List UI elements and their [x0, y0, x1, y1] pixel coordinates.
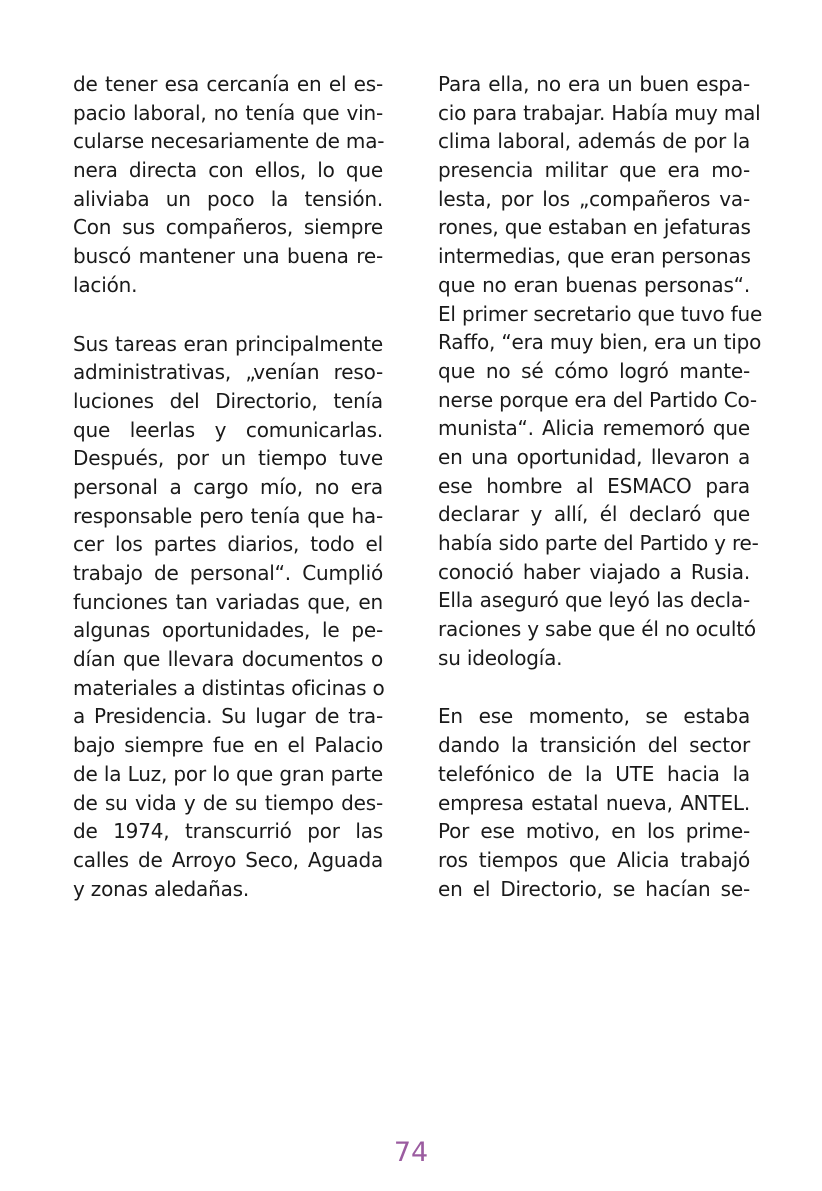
text-line: de tener esa cercanía en el es-	[73, 72, 383, 96]
text-line: empresa estatal nueva, ANTEL.	[438, 790, 750, 815]
text-line: cularse necesariamente de ma-	[73, 129, 385, 154]
text-line: su ideología.	[438, 645, 563, 670]
text-line: Sus tareas eran principalmente	[73, 331, 383, 356]
text-line: a Presidencia. Su lugar de tra-	[73, 704, 383, 729]
paragraph	[438, 702, 750, 903]
text-line: calles de Arroyo Seco, Aguada	[73, 847, 383, 872]
text-line: responsable pero tenía que ha-	[73, 503, 383, 528]
text-line: algunas oportunidades, le pe-	[73, 618, 383, 643]
text-line: de su vida y de su tiempo des-	[73, 790, 383, 815]
page-number: 74	[393, 1137, 429, 1168]
text-line: En ese momento, se estaba	[438, 704, 750, 729]
text-line: dían que llevara documentos o	[73, 647, 383, 672]
text-line: lesta, por los „compañeros va-	[438, 186, 750, 211]
paragraph	[438, 70, 763, 672]
text-line: Después, por un tiempo tuve	[73, 446, 383, 471]
text-line: presencia militar que era mo-	[438, 158, 750, 183]
text-line: luciones del Directorio, tenía	[73, 388, 383, 413]
text-line: Para ella, no era un buen espa-	[438, 72, 750, 96]
text-line: munista“. Alicia rememoró que	[438, 416, 750, 441]
text-line: intermedias, que eran personas	[438, 244, 751, 269]
text-line: que leerlas y comunicarlas.	[73, 417, 383, 442]
text-line: telefónico de la UTE hacia la	[438, 761, 750, 786]
text-line: trabajo de personal“. Cumplió	[73, 561, 383, 585]
text-line: conoció haber viajado a Rusia.	[438, 559, 750, 584]
text-line: declarar y allí, él declaró que	[438, 502, 750, 527]
text-line: Con sus compañeros, siempre	[73, 215, 383, 240]
paragraph	[73, 70, 383, 300]
text-line: buscó mantener una buena re-	[73, 244, 383, 269]
text-line: funciones tan variadas que, en	[73, 589, 383, 614]
text-line: aliviaba un poco la tensión.	[73, 186, 383, 211]
left-column	[73, 70, 383, 903]
text-line: raciones y sabe que él no ocultó	[438, 617, 756, 642]
text-line: cio para trabajar. Había muy mal	[438, 100, 761, 125]
text-line: El primer secretario que tuvo fue	[438, 301, 763, 326]
text-line: de 1974, transcurrió por las	[73, 819, 383, 844]
text-line: nerse porque era del Partido Co-	[438, 387, 757, 412]
paragraph	[73, 330, 383, 904]
text-line: Por ese motivo, en los prime-	[438, 819, 750, 844]
text-line: que no sé cómo logró mante-	[438, 358, 750, 383]
text-line: pacio laboral, no tenía que vin-	[73, 100, 383, 125]
text-line: Ella aseguró que leyó las decla-	[438, 588, 750, 613]
text-line: que no eran buenas personas“.	[438, 272, 750, 297]
text-line: administrativas, „venían reso-	[73, 360, 383, 385]
text-line: lación.	[73, 272, 138, 297]
text-line: en una oportunidad, llevaron a	[438, 444, 750, 469]
text-line: dando la transición del sector	[438, 733, 750, 758]
text-line: ros tiempos que Alicia trabajó	[438, 847, 750, 872]
text-line: de la Luz, por lo que gran parte	[73, 761, 383, 786]
text-line: había sido parte del Partido y re-	[438, 531, 759, 555]
text-line: nera directa con ellos, lo que	[73, 158, 383, 183]
text-line: materiales a distintas oficinas o	[73, 675, 385, 700]
right-column	[438, 70, 763, 903]
text-line: cer los partes diarios, todo el	[73, 532, 383, 557]
text-line: personal a cargo mío, no era	[73, 474, 383, 499]
text-line: y zonas aledañas.	[73, 876, 250, 901]
text-line: rones, que estaban en jefaturas	[438, 215, 751, 240]
text-line: bajo siempre fue en el Palacio	[73, 733, 383, 758]
text-line: ese hombre al ESMACO para	[438, 473, 750, 498]
text-line: en el Directorio, se hacían se-	[438, 876, 750, 901]
text-line: Raffo, “era muy bien, era un tipo	[438, 330, 762, 355]
text-line: clima laboral, además de por la	[438, 129, 750, 154]
